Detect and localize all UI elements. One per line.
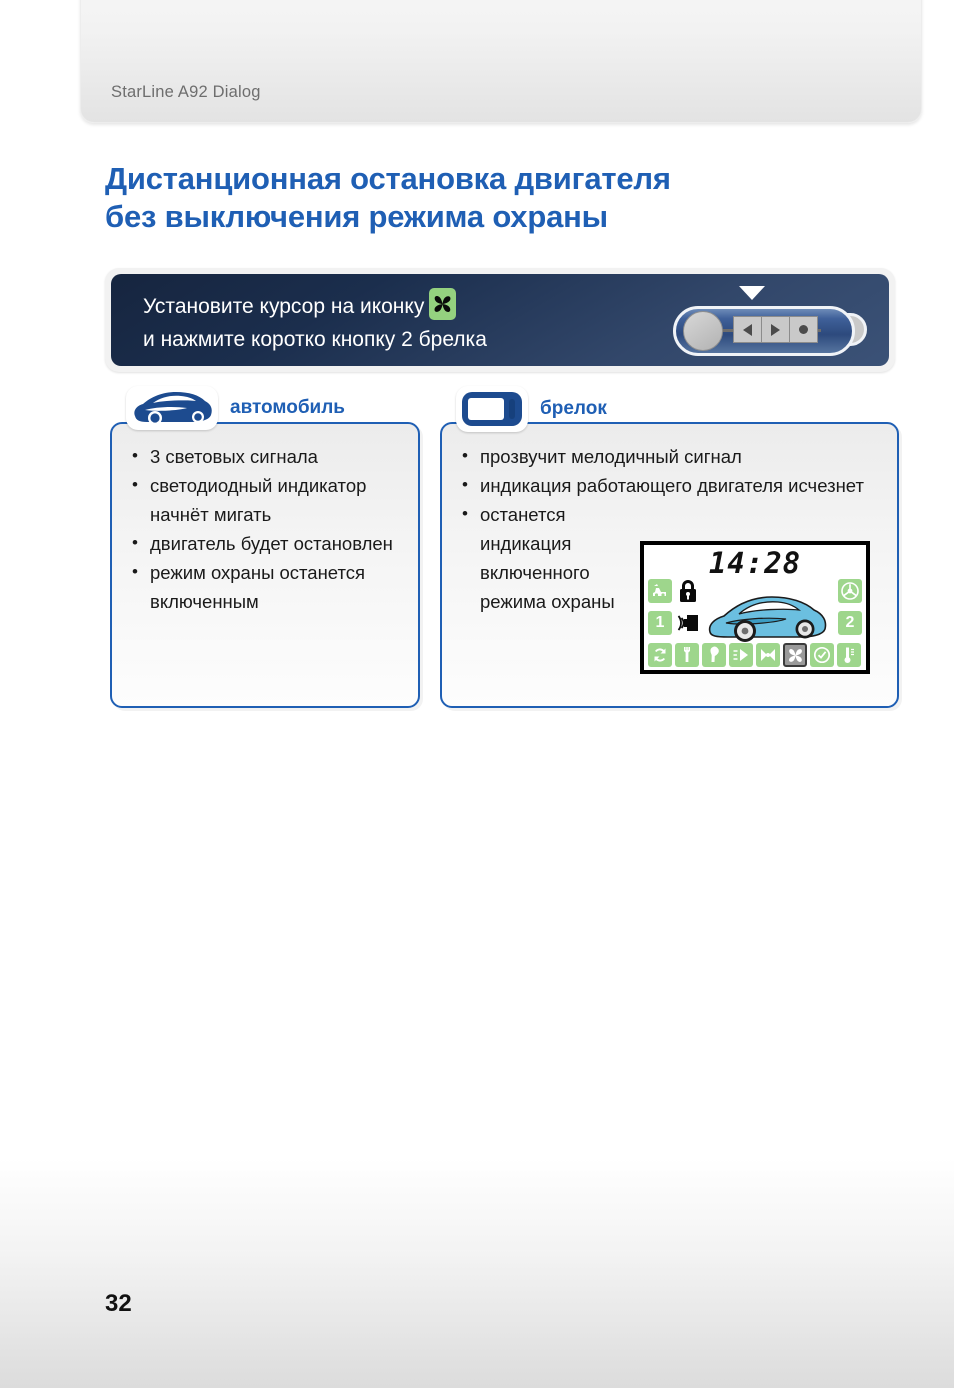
- product-title: StarLine A92 Dialog: [111, 83, 261, 101]
- keyfob-button-3[interactable]: [789, 316, 818, 343]
- instruction-line-1: [143, 288, 583, 323]
- lcd-clock: 14:28: [708, 546, 802, 580]
- service-wrench-icon[interactable]: [675, 643, 699, 667]
- page-number: 32: [105, 1290, 132, 1317]
- keyfob-button-1[interactable]: [733, 316, 762, 343]
- keyfob-result-panel: [440, 398, 899, 708]
- timer-clock-icon[interactable]: [810, 643, 834, 667]
- left-arrow-icon: [743, 324, 752, 336]
- instruction-line-1-text: Установите курсор на иконку: [143, 295, 425, 318]
- right-arrow-icon: [771, 324, 780, 336]
- car-panel-tab: [126, 386, 345, 430]
- instruction-banner-inner: [111, 274, 889, 366]
- button-2-pointer-icon: [739, 286, 765, 300]
- lcd-right-icon-column: [838, 579, 862, 635]
- zone-1-badge: 1: [648, 611, 672, 635]
- turbo-timer-icon[interactable]: [729, 643, 753, 667]
- keyfob-icon: [456, 386, 528, 432]
- page-footer: [0, 1158, 954, 1388]
- lcd-left-row-1: [648, 579, 700, 603]
- lcd-left-row-2: [648, 611, 700, 635]
- list-item: • светодиодный индикатор начнёт мигать: [128, 471, 406, 529]
- car-blue-icon: [706, 591, 831, 646]
- instruction-banner: [105, 268, 895, 372]
- keyfob-panel-label: брелок: [540, 398, 607, 419]
- trunk-open-icon: [648, 579, 672, 603]
- engine-stop-fan-icon[interactable]: [783, 643, 807, 667]
- page-header-bar: [80, 0, 922, 123]
- list-item: • 3 световых сигнала: [128, 442, 406, 471]
- lcd-bottom-icon-row: [648, 643, 861, 667]
- auto-restart-icon[interactable]: [648, 643, 672, 667]
- page-title-line-2: без выключения режима охраны: [105, 199, 608, 234]
- car-bullet-list: [128, 442, 406, 616]
- car-result-panel: [110, 397, 420, 708]
- keyfob-button-row: [733, 316, 818, 343]
- list-item: • режим охраны останется включенным: [128, 558, 406, 616]
- list-item: • индикация работающего двигателя исчезнет: [458, 471, 900, 500]
- padlock-closed-icon: [676, 579, 700, 603]
- keyfob-ring-hole: [683, 311, 723, 351]
- dot-icon: [799, 325, 808, 334]
- engine-stop-fan-icon: [429, 288, 456, 320]
- list-item: • прозвучит мелодичный сигнал: [458, 442, 900, 471]
- list-item: • останется индикация включенного режима охраны: [458, 500, 653, 616]
- keyfob-lcd-display: [640, 541, 870, 674]
- page-title: [105, 160, 895, 236]
- keyfob-panel-tab: [456, 386, 607, 432]
- instruction-line-2: и нажмите коротко кнопку 2 брелка: [143, 328, 487, 351]
- list-item: • двигатель будет остановлен: [128, 529, 406, 558]
- instruction-text: [143, 288, 583, 356]
- zone-2-badge: 2: [838, 611, 862, 635]
- keyfob-diagram: [669, 286, 869, 364]
- keyfob-button-2[interactable]: [761, 316, 790, 343]
- horn-icon[interactable]: [702, 643, 726, 667]
- car-panel-label: автомобиль: [230, 397, 345, 418]
- steering-wheel-icon: [838, 579, 862, 603]
- shock-sensor-icon[interactable]: [756, 643, 780, 667]
- car-icon: [126, 386, 218, 430]
- lcd-left-icon-column: [648, 579, 700, 635]
- siren-speaker-icon: [676, 611, 700, 635]
- thermometer-icon[interactable]: [837, 643, 861, 667]
- car-bullets: [128, 442, 406, 616]
- page-title-line-1: Дистанционная остановка двигателя: [105, 161, 671, 196]
